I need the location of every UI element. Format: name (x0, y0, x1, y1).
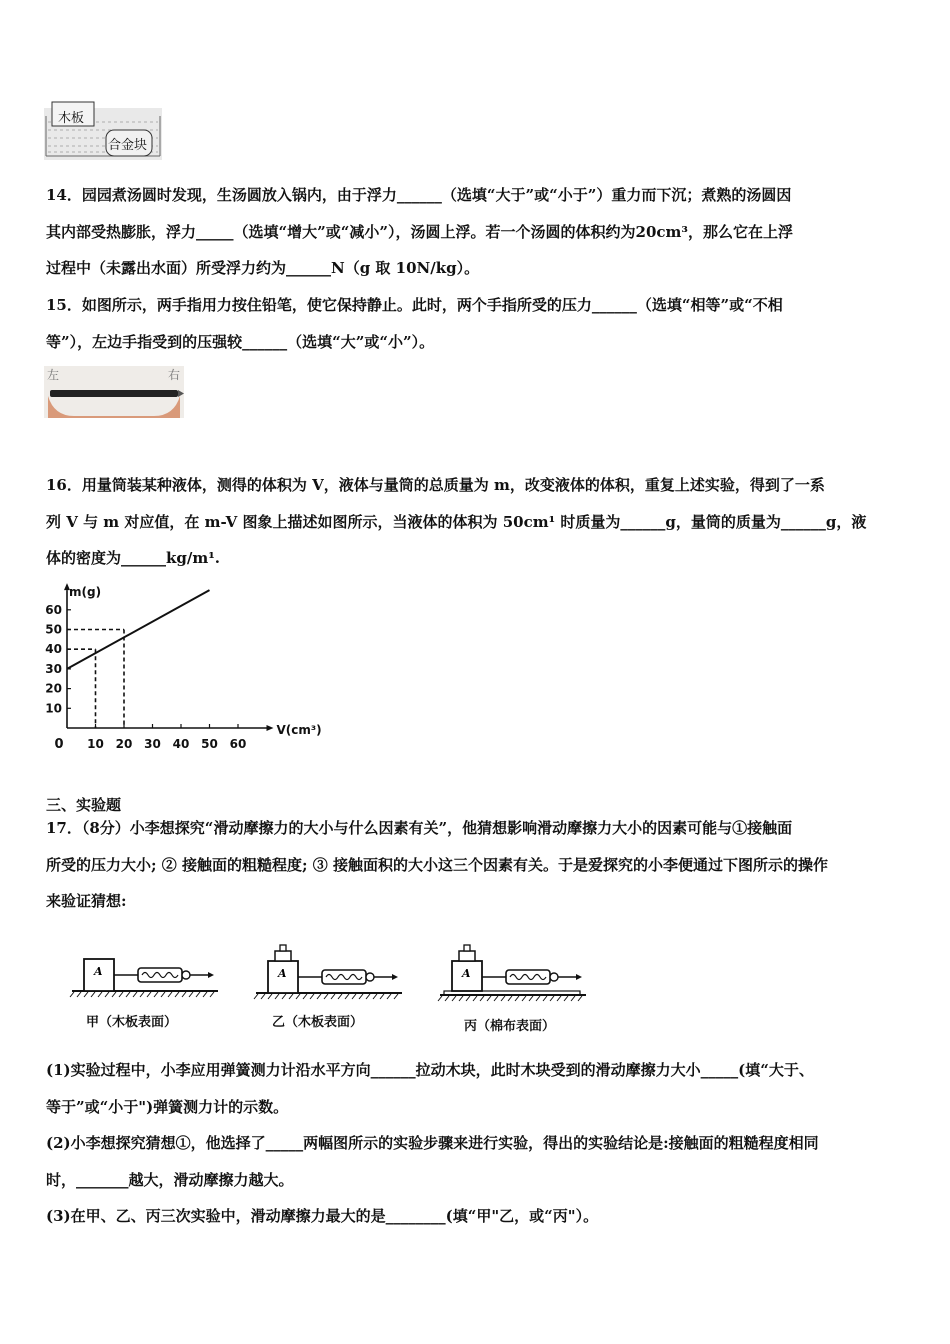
pencil-left-label: 左 (47, 368, 60, 382)
surface-hatch (161, 992, 165, 997)
surface-hatch (473, 996, 477, 1001)
surface-hatch (543, 996, 547, 1001)
surface-hatch (154, 992, 158, 997)
surface-hatch (140, 992, 144, 997)
weight-body (275, 951, 291, 961)
y-tick-label: 60 (45, 602, 62, 617)
block-a-label: A (462, 967, 471, 980)
surface-hatch (282, 994, 286, 999)
surface-hatch (387, 994, 391, 999)
y-axis-label: m(g) (69, 585, 102, 599)
q16-line-2: 列 V 与 m 对应值，在 m-V 图象上描述如图所示，当液体的体积为 50cm¹ 时质量为______g，量筒的质量为______g，液 (46, 512, 867, 531)
surface-hatch (508, 996, 512, 1001)
x-axis-label: V(cm³) (276, 723, 322, 737)
mv-chart (40, 580, 340, 760)
surface-hatch (296, 994, 300, 999)
surface-hatch (98, 992, 102, 997)
caption-yi: 乙（木板表面） (272, 1015, 364, 1030)
weight-knob (464, 945, 470, 951)
surface-hatch (196, 992, 200, 997)
friction-setup-2 (254, 945, 402, 999)
weight-body (459, 951, 475, 961)
surface-hatch (182, 992, 186, 997)
q17-line-1: 17．（8分）小李想探究“滑动摩擦力的大小与什么因素有关”，他猜想影响滑动摩擦力大小的因素可能与①接触面 (46, 819, 793, 837)
wood-board-label: 木板 (58, 111, 85, 126)
q14-line-1: 14．园园煮汤圆时发现，生汤圆放入锅内，由于浮力______（选填“大于”或“小于”）重力而下沉；煮熟的汤圆因 (46, 186, 792, 204)
y-tick-label: 10 (45, 701, 62, 716)
surface-hatch (494, 996, 498, 1001)
alloy-block-label: 合金块 (108, 138, 148, 153)
figure-wood-alloy (44, 100, 164, 162)
surface-hatch (189, 992, 193, 997)
friction-figures (66, 935, 596, 1040)
surface-hatch (536, 996, 540, 1001)
question-14 (46, 177, 906, 287)
surface-hatch (373, 994, 377, 999)
surface-hatch (119, 992, 123, 997)
surface-hatch (133, 992, 137, 997)
figure-pencil (44, 366, 184, 418)
caption-jia: 甲（木板表面） (86, 1015, 178, 1030)
section-3-title: 三、实验题 (46, 796, 122, 814)
surface-hatch (317, 994, 321, 999)
q14-line-2: 其内部受热膨胀，浮力_____（选填“增大”或“减小”），汤圆上浮。若一个汤圆的体积约为20cm³，那么它在上浮 (46, 222, 793, 241)
surface-hatch (268, 994, 272, 999)
origin-label: 0 (54, 737, 64, 752)
surface-hatch (84, 992, 88, 997)
surface-hatch (203, 992, 207, 997)
surface-hatch (352, 994, 356, 999)
question-17-subparts (46, 1052, 906, 1235)
surface-hatch (210, 992, 214, 997)
friction-setup-1 (70, 959, 218, 997)
surface-hatch (324, 994, 328, 999)
surface-hatch (578, 996, 582, 1001)
q17-sub2-line-1: (2)小李想探究猜想①，他选择了_____两幅图所示的实验步骤来进行实验，得出的实验结论是:接触面的粗糙程度相同 (46, 1134, 819, 1152)
surface-hatch (445, 996, 449, 1001)
q17-sub1-line-2: 等于”或“小于")弹簧测力计的示数。 (46, 1097, 289, 1116)
surface-hatch (105, 992, 109, 997)
surface-hatch (261, 994, 265, 999)
question-17 (46, 810, 906, 920)
pencil-right-label: 右 (167, 368, 180, 382)
question-15 (46, 287, 906, 360)
surface-hatch (394, 994, 398, 999)
surface-hatch (338, 994, 342, 999)
surface-hatch (522, 996, 526, 1001)
surface-hatch (438, 996, 442, 1001)
surface-hatch (70, 992, 74, 997)
surface-hatch (515, 996, 519, 1001)
surface-hatch (168, 992, 172, 997)
q14-line-3: 过程中（未露出水面）所受浮力约为______N（g 取 10N/kg）。 (46, 259, 480, 277)
surface-hatch (275, 994, 279, 999)
surface-hatch (310, 994, 314, 999)
surface-hatch (487, 996, 491, 1001)
surface-hatch (77, 992, 81, 997)
surface-hatch (480, 996, 484, 1001)
q16-line-1: 16．用量筒装某种液体，测得的体积为 V，液体与量筒的总质量为 m，改变液体的体积，重复上述实验，得到了一系 (46, 476, 825, 494)
x-tick-label: 50 (201, 737, 218, 751)
surface-hatch (331, 994, 335, 999)
surface-hatch (345, 994, 349, 999)
surface-hatch (175, 992, 179, 997)
q15-line-2: 等”），左边手指受到的压强较______（选填“大”或“小”）。 (46, 332, 435, 351)
x-tick-label: 10 (87, 737, 104, 751)
pull-arrow-head (208, 972, 214, 978)
surface-hatch (529, 996, 533, 1001)
surface-hatch (564, 996, 568, 1001)
x-tick-label: 60 (229, 737, 247, 751)
surface-hatch (501, 996, 505, 1001)
surface-hatch (112, 992, 116, 997)
surface-hatch (91, 992, 95, 997)
caption-bing: 丙（棉布表面） (464, 1019, 556, 1034)
scale-ring (182, 971, 190, 979)
surface-hatch (254, 994, 258, 999)
q15-line-1: 15．如图所示，两手指用力按住铅笔，使它保持静止。此时，两个手指所受的压力______（选填“相等”或“不相 (46, 296, 783, 314)
surface-hatch (380, 994, 384, 999)
weight-knob (280, 945, 286, 951)
q17-line-3: 来验证猜想: (46, 892, 127, 910)
surface-hatch (452, 996, 456, 1001)
q17-sub3-line-1: (3)在甲、乙、丙三次实验中，滑动摩擦力最大的是________(填“甲"乙，或“丙"）。 (46, 1207, 599, 1225)
surface-hatch (126, 992, 130, 997)
y-tick-label: 50 (45, 622, 62, 637)
surface-hatch (289, 994, 293, 999)
block-a-label: A (278, 967, 287, 980)
q17-sub2-line-2: 时，_______越大，滑动摩擦力越大。 (46, 1170, 294, 1189)
x-axis-arrow (267, 725, 274, 731)
surface-hatch (303, 994, 307, 999)
x-tick-label: 30 (144, 737, 161, 751)
scale-ring (550, 973, 558, 981)
x-tick-label: 20 (115, 737, 133, 751)
y-tick-label: 40 (45, 642, 62, 657)
y-tick-label: 30 (45, 661, 62, 676)
surface-hatch (466, 996, 470, 1001)
q16-line-3: 体的密度为______kg/m¹. (46, 549, 221, 567)
y-tick-label: 20 (45, 681, 62, 696)
surface-hatch (550, 996, 554, 1001)
q17-line-2: 所受的压力大小; ② 接触面的粗糙程度; ③ 接触面积的大小这三个因素有关。于是爱探究的小李便通过下图所示的操作 (46, 855, 828, 874)
pull-arrow-head (576, 974, 582, 980)
surface-hatch (459, 996, 463, 1001)
friction-setup-3 (438, 945, 586, 1001)
surface-hatch (557, 996, 561, 1001)
surface-hatch (359, 994, 363, 999)
pull-arrow-head (392, 974, 398, 980)
surface-hatch (366, 994, 370, 999)
x-tick-label: 40 (172, 737, 190, 751)
surface-hatch (147, 992, 151, 997)
scale-ring (366, 973, 374, 981)
surface-hatch (571, 996, 575, 1001)
question-16 (46, 467, 906, 577)
q17-sub1-line-1: (1)实验过程中，小李应用弹簧测力计沿水平方向______拉动木块，此时木块受到的滑动摩擦力大小_____(填“大于、 (46, 1061, 814, 1079)
block-a-label: A (94, 965, 103, 978)
